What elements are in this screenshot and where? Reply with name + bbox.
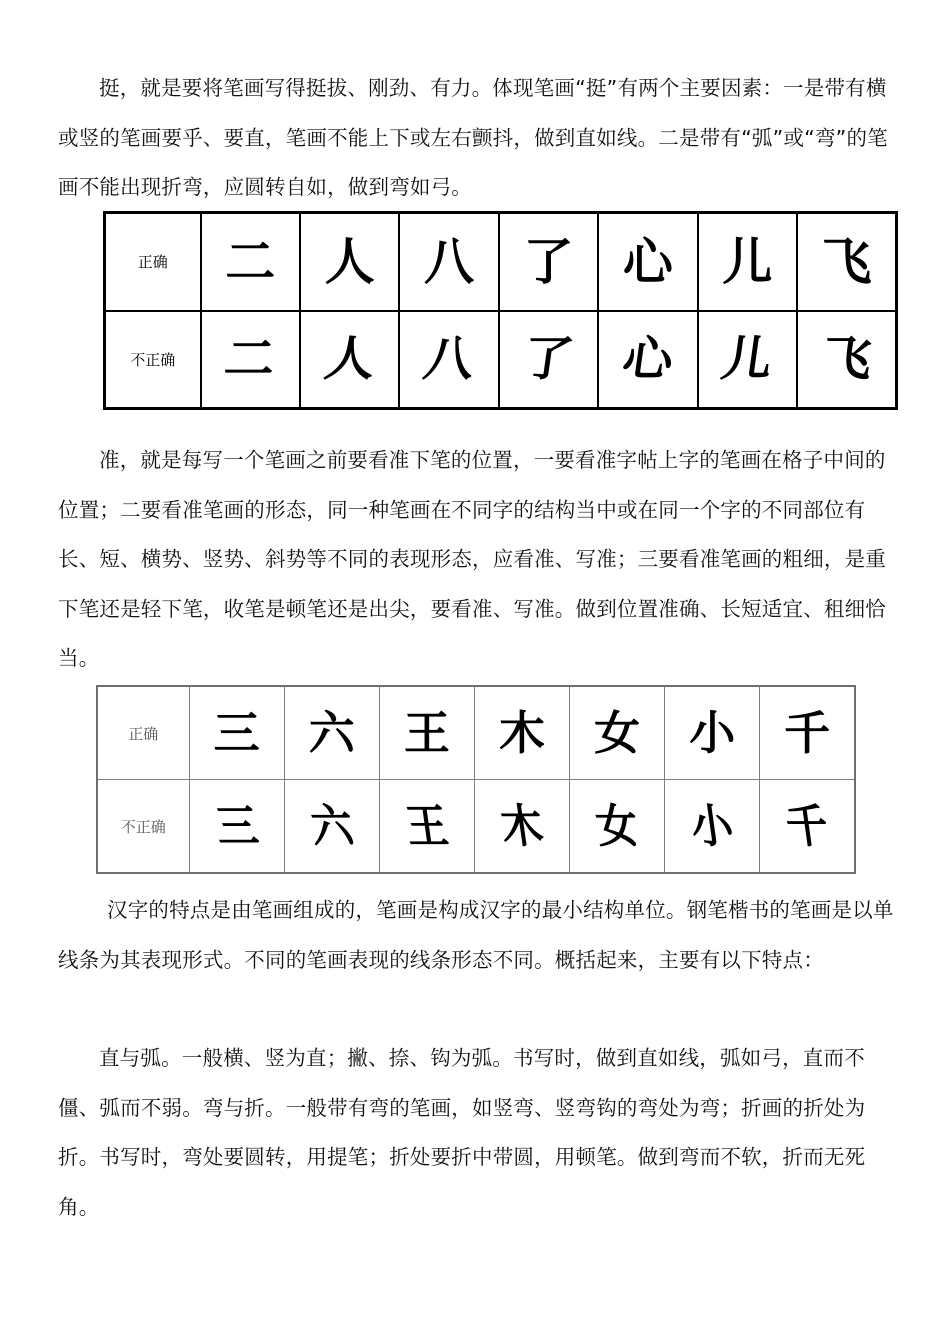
char-cell (189, 686, 284, 780)
stroke-straightness-comparison-table (103, 211, 898, 410)
calligraphy-char: 了 (519, 330, 578, 387)
correct-row (105, 213, 897, 311)
calligraphy-char: 王 (402, 799, 452, 853)
calligraphy-char: 人 (324, 231, 375, 291)
calligraphy-char: 人 (320, 330, 379, 387)
calligraphy-char: 三 (212, 799, 262, 853)
calligraphy-char: 了 (523, 231, 574, 291)
calligraphy-char: 女 (592, 799, 642, 853)
calligraphy-char: 六 (308, 706, 355, 760)
paragraph-stroke-features: 汉字的特点是由笔画组成的，笔画是构成汉字的最小结构单位。钢笔楷书的笔画是以单线条为其表现形式。不同的笔画表现的线条形态不同。概括起来，主要有以下特点： (58, 898, 894, 972)
incorrect-row (105, 311, 897, 409)
incorrect-label: 不正确 (105, 311, 201, 409)
char-cell (201, 311, 300, 409)
char-cell (284, 780, 379, 874)
correct-label: 正确 (97, 686, 189, 780)
calligraphy-char: 二 (221, 330, 280, 387)
char-cell (474, 686, 569, 780)
char-cell (665, 686, 760, 780)
char-cell (399, 213, 498, 311)
char-cell (698, 311, 797, 409)
char-cell (499, 213, 598, 311)
correct-label: 正确 (105, 213, 201, 311)
char-cell (201, 213, 300, 311)
char-cell (300, 213, 399, 311)
calligraphy-char: 儿 (718, 330, 777, 387)
char-cell (189, 780, 284, 874)
calligraphy-char: 千 (782, 799, 832, 853)
char-cell (300, 311, 399, 409)
char-cell (284, 686, 379, 780)
char-cell (570, 780, 665, 874)
char-cell (379, 686, 474, 780)
calligraphy-char: 儿 (722, 231, 773, 291)
char-cell (760, 780, 855, 874)
char-cell (598, 213, 697, 311)
calligraphy-char: 王 (403, 706, 450, 760)
calligraphy-char: 八 (424, 231, 475, 291)
calligraphy-char: 心 (622, 231, 673, 291)
char-cell (665, 780, 760, 874)
char-cell (698, 213, 797, 311)
calligraphy-char: 三 (213, 706, 260, 760)
char-cell (570, 686, 665, 780)
char-cell (598, 311, 697, 409)
char-cell (797, 213, 896, 311)
char-cell (797, 311, 896, 409)
calligraphy-char: 六 (307, 799, 357, 853)
paragraph-straight-and-arc: 直与弧。一般横、竖为直；撇、捺、钩为弧。书写时，做到直如线，弧如弓，直而不僵、弧而不弱。弯与折。一般带有弯的笔画，如竖弯、竖弯钩的弯处为弯；折画的折处为折。书写时，弯处要圆转，用提笔；折处要折中带圆，用顿笔。做到弯而不软，折而无死角。 (58, 1046, 866, 1219)
char-cell (760, 686, 855, 780)
paragraph-ting: 挺，就是要将笔画写得挺拔、刚劲、有力。体现笔画“挺”有两个主要因素：一是带有横或竖的笔画要乎、要直，笔画不能上下或左右颤抖，做到直如线。二是带有“弧”或“弯”的笔画不能出现折弯，应圆转自如，做到弯如弓。 (58, 76, 888, 199)
calligraphy-char: 八 (420, 330, 479, 387)
char-cell (499, 311, 598, 409)
calligraphy-char: 木 (498, 706, 545, 760)
char-cell (379, 780, 474, 874)
incorrect-label: 不正确 (97, 780, 189, 874)
char-cell (474, 780, 569, 874)
calligraphy-char: 心 (619, 330, 677, 387)
calligraphy-char: 小 (687, 799, 737, 853)
paragraph-zhun: 准，就是每写一个笔画之前要看准下笔的位置，一要看准字帖上字的笔画在格子中间的位置；二要看准笔画的形态，同一种笔画在不同字的结构当中或在同一个字的不同部位有长、短、横势、竖势、斜势等不同的表现形态，应看准、写准；三要看准笔画的粗细，是重下笔还是轻下笔，收笔是顿笔还是出尖，要看准、写准。做到位置准确、长短适宜、租细恰当。 (58, 448, 886, 670)
calligraphy-char: 千 (784, 706, 831, 760)
correct-row (97, 686, 855, 780)
calligraphy-char: 飞 (817, 330, 876, 387)
char-cell (399, 311, 498, 409)
calligraphy-char: 飞 (821, 231, 872, 291)
incorrect-row (97, 780, 855, 874)
calligraphy-char: 二 (225, 231, 276, 291)
stroke-accuracy-comparison-table (96, 685, 856, 874)
calligraphy-char: 女 (594, 706, 641, 760)
calligraphy-char: 小 (689, 706, 736, 760)
calligraphy-char: 木 (497, 799, 547, 853)
